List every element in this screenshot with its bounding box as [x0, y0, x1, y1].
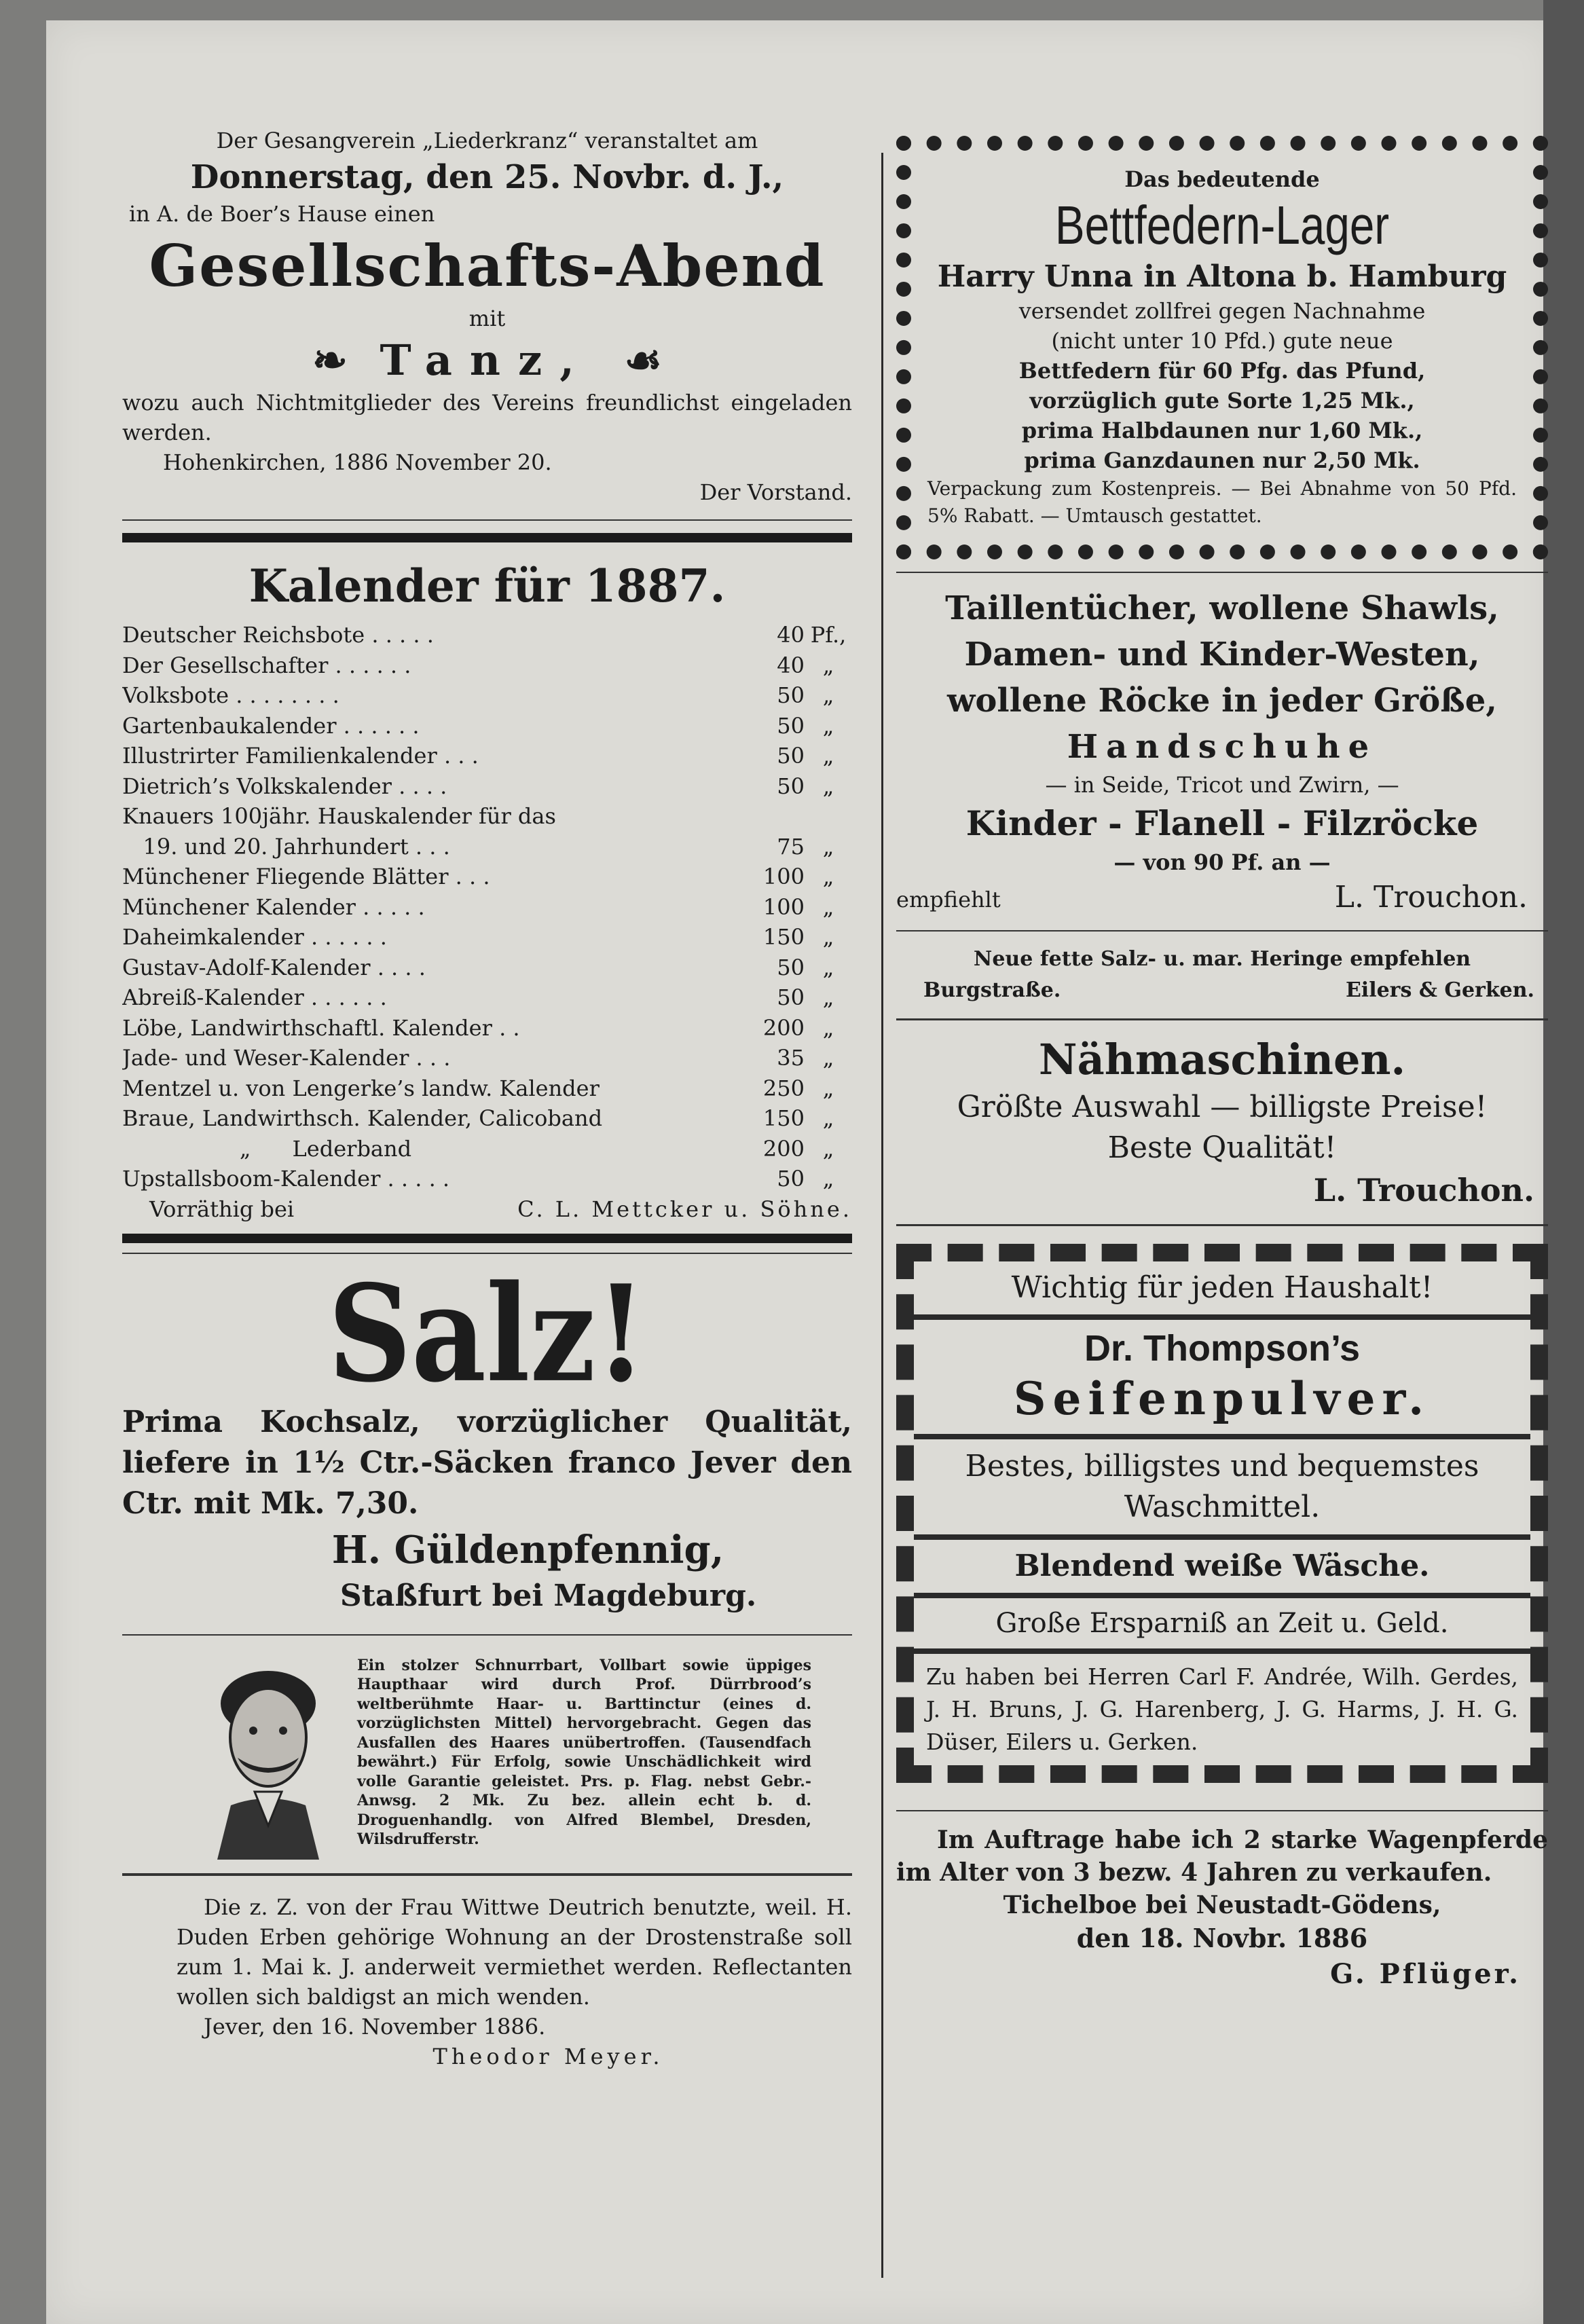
divider [896, 1810, 1548, 1811]
kalender-name: Upstallsboom-Kalender . . . . . [122, 1166, 450, 1192]
kalender-price: 50 [777, 682, 805, 708]
bettfedern-headline: Bettfedern-Lager [1054, 195, 1390, 255]
ornament-right-icon: ☙ [624, 335, 662, 385]
seifen-section [914, 1320, 1530, 1439]
kalender-price: 50 [777, 743, 805, 769]
naehmaschinen-ad [896, 1033, 1548, 1212]
event-date: Donnerstag, den 25. Novbr. d. J., [190, 158, 784, 196]
kalender-unit: „ [822, 743, 834, 769]
kalender-unit: „ [822, 954, 834, 980]
tanz-line [122, 333, 852, 388]
thick-divider [122, 1234, 852, 1243]
bart-text: Ein stolzer Schnurrbart, Vollbart sowie üppiges Haupthaar wird durch Prof. Dürrbrood’s weltberühmte Haar- u. Barttinctur (eines d. vorzüglichsten Mittel) hervorgebracht. Gegen das Ausfallen des Haares unübertroffen. (Tausendfach bewährt.) Für Erfolg, sowie Unschädlichkeit wird volle Garantie geleistet. Prs. p. Flag. nebst Gebr.-Anwsg. 2 Mk. Zu bez. allein echt b. d. Droguenhandlg. von Alfred Blembel, Dresden, Wilsdrufferstr. [357, 1656, 811, 1848]
ad-text: in A. de Boer’s Hause einen [129, 201, 435, 227]
kalender-price: 250 [762, 1075, 805, 1101]
wohnung-signature: Theodor Meyer. [432, 2043, 664, 2069]
kalender-name: Dietrich’s Volkskalender . . . . [122, 773, 447, 799]
empfiehlt-label: empfiehlt [896, 887, 1001, 912]
kalender-price: 50 [777, 954, 805, 980]
salz-headline: Salz! [328, 1255, 646, 1412]
ad-headline: Gesellschafts-Abend [149, 232, 826, 299]
kalender-row [122, 922, 852, 953]
kalender-price: 100 [762, 864, 805, 889]
kalender-row [122, 1164, 852, 1194]
kalender-price: 75 [777, 833, 805, 860]
kalender-row [122, 1103, 852, 1134]
pferde-place: Tichelboe bei Neustadt-Gödens, [1003, 1891, 1441, 1919]
textile-sub: — von 90 Pf. an — [1113, 849, 1331, 875]
tanz-word: Tanz, [380, 335, 592, 385]
kalender-name: Daheimkalender . . . . . . [122, 924, 387, 950]
trouchon-textiles-ad [896, 585, 1548, 918]
kalender-name: Illustrirter Familienkalender . . . [122, 743, 479, 769]
naehmaschinen-seller: L. Trouchon. [1313, 1172, 1534, 1209]
kalender-row [122, 771, 852, 802]
salz-seller: H. Güldenpfennig, [331, 1527, 724, 1572]
kalender-price: 150 [762, 1105, 805, 1131]
kalender-row [122, 801, 852, 832]
left-column [122, 126, 852, 2071]
seifen-brand: Dr. Thompson’s [1084, 1328, 1361, 1369]
kalender-name: Gartenbaukalender . . . . . . [122, 712, 420, 739]
kalender-price: 50 [777, 712, 805, 739]
textile-line: Damen- und Kinder-Westen, [964, 635, 1480, 674]
kalender-name: Knauers 100jähr. Hauskalender für das [122, 803, 556, 829]
heringe-place: Burgstraße. [923, 978, 1061, 1002]
seifen-section [914, 1439, 1530, 1540]
kalender-unit: „ [822, 833, 834, 860]
seifen-product: Seifenpulver. [1013, 1372, 1431, 1425]
naehmaschinen-text: Größte Auswahl — billigste Preise! [957, 1090, 1488, 1124]
salz-body: Prima Kochsalz, vorzüglicher Qualität, liefere in 1½ Ctr.-Säcken franco Jever den Ctr. mit Mk. 7,30. [122, 1404, 852, 1521]
kalender-row [122, 832, 852, 862]
kalender-price: 200 [762, 1135, 805, 1162]
kalender-title: Kalender für 1887. [248, 559, 726, 612]
heringe-footer [896, 975, 1548, 1006]
ad-body: wozu auch Nichtmitglieder des Vereins freundlichst eingeladen werden. [122, 390, 852, 445]
divider [122, 1634, 852, 1636]
bettfedern-ad [896, 136, 1548, 559]
seifen-saving: Große Ersparniß an Zeit u. Geld. [995, 1608, 1449, 1639]
seifen-claim: Blendend weiße Wäsche. [1014, 1549, 1430, 1583]
kalender-name: Deutscher Reichsbote . . . . . [122, 622, 434, 648]
kalender-unit [805, 801, 852, 832]
kalender-row [122, 892, 852, 923]
bettfedern-text: versendet zollfrei gegen Nachnahme [1018, 298, 1426, 324]
kalender-price: 200 [762, 1014, 805, 1041]
bettfedern-text: (nicht unter 10 Pfd.) gute neue [1051, 328, 1393, 354]
bettfedern-intro: Das bedeutende [1124, 166, 1320, 192]
textile-line: wollene Röcke in jeder Größe, [947, 682, 1497, 720]
seifen-section [914, 1598, 1530, 1654]
kalender-name: Gustav-Adolf-Kalender . . . . [122, 954, 426, 980]
seifen-dealers: Zu haben bei Herren Carl F. Andrée, Wilh. Gerdes, J. H. Bruns, J. G. Harenberg, J. G. Harms, J. H. G. Düser, Eilers u. Gerken. [926, 1663, 1518, 1755]
kalender-ad [122, 557, 852, 1224]
place-date: Hohenkirchen, 1886 November 20. [163, 449, 552, 475]
textile-line: Kinder - Flanell - Filzröcke [965, 803, 1479, 843]
kalender-name: Abreiß-Kalender . . . . . . [122, 984, 387, 1010]
salz-ad [122, 1255, 852, 1617]
portrait-image [190, 1656, 346, 1860]
pferde-date: den 18. Novbr. 1886 [1076, 1923, 1368, 1953]
seifenpulver-ad [896, 1244, 1548, 1783]
kalender-name: Löbe, Landwirthschaftl. Kalender . . [122, 1014, 520, 1041]
divider [896, 1224, 1548, 1226]
ornament-left-icon: ❧ [312, 335, 348, 385]
kalender-unit: „ [822, 1075, 834, 1101]
divider [122, 1873, 852, 1876]
kalender-name: Jade- und Weser-Kalender . . . [122, 1045, 451, 1071]
kalender-row [122, 680, 852, 711]
pferde-body: Im Auftrage habe ich 2 starke Wagenpferde im Alter von 3 bezw. 4 Jahren zu verkaufen. [896, 1826, 1548, 1887]
kalender-name: Mentzel u. von Lengerke’s landw. Kalender [122, 1075, 600, 1101]
kalender-unit: Pf., [810, 622, 847, 648]
liederkranz-ad [122, 126, 852, 507]
kalender-price: 150 [762, 924, 805, 950]
kalender-row [122, 620, 852, 650]
ad-text: mit [468, 306, 506, 331]
right-column [896, 136, 1548, 1993]
kalender-price: 40 [777, 652, 805, 678]
textile-footer [896, 877, 1548, 918]
textile-line: Taillentücher, wollene Shawls, [945, 589, 1499, 627]
kalender-price: 50 [777, 984, 805, 1010]
textile-sub: — in Seide, Tricot und Zwirn, — [1045, 772, 1399, 798]
seifen-top: Wichtig für jeden Haushalt! [1011, 1270, 1433, 1305]
kalender-unit: „ [822, 652, 834, 678]
kalender-price: 50 [777, 773, 805, 799]
kalender-name: Münchener Kalender . . . . . [122, 893, 425, 920]
trouchon-name: L. Trouchon. [1334, 880, 1528, 915]
textile-line: Handschuhe [1067, 728, 1378, 766]
bettfedern-terms: Verpackung zum Kostenpreis. — Bei Abnahme von 50 Pfd. 5% Rabatt. — Umtausch gestattet. [927, 477, 1517, 527]
kalender-unit: „ [822, 1166, 834, 1192]
seifen-section [914, 1540, 1530, 1598]
naehmaschinen-headline: Nähmaschinen. [1038, 1035, 1406, 1084]
kalender-unit: „ [822, 893, 834, 920]
bettfedern-company: Harry Unna in Altona b. Hamburg [937, 259, 1507, 294]
divider [122, 519, 852, 521]
seifen-desc: Bestes, billigstes und bequemstes Waschmittel. [965, 1449, 1479, 1524]
pferde-seller: G. Pflüger. [1330, 1958, 1521, 1990]
seifen-section [914, 1654, 1530, 1765]
kalender-row [122, 650, 852, 681]
divider [896, 930, 1548, 932]
thick-divider [122, 533, 852, 542]
divider [896, 1018, 1548, 1020]
divider [122, 1253, 852, 1254]
bettfedern-price: vorzüglich gute Sorte 1,25 Mk., [1029, 388, 1415, 413]
kalender-price [754, 801, 805, 832]
kalender-price: 100 [762, 893, 805, 920]
kalender-footer [122, 1194, 852, 1224]
kalender-row [122, 982, 852, 1013]
kalender-list [122, 620, 852, 1194]
divider [896, 572, 1548, 573]
kalender-price: 35 [777, 1045, 805, 1071]
kalender-name: Der Gesellschafter . . . . . . [122, 652, 411, 678]
kalender-unit: „ [822, 984, 834, 1010]
wohnung-ad [122, 1888, 852, 2071]
kalender-unit: „ [822, 1045, 834, 1071]
kalender-name: Braue, Landwirthsch. Kalender, Calicoband [122, 1105, 603, 1131]
seifen-section [914, 1261, 1530, 1320]
column-divider [881, 153, 883, 2278]
kalender-name: Münchener Fliegende Blätter . . . [122, 864, 490, 889]
wohnung-body: Die z. Z. von der Frau Wittwe Deutrich benutzte, weil. H. Duden Erben gehörige Wohnung an der Drostenstraße soll zum 1. Mai k. J. anderweit vermiethet werden. Reflectanten wollen sich baldigst an mich wenden. [177, 1894, 852, 2010]
kalender-unit: „ [822, 682, 834, 708]
kalender-row [122, 862, 852, 892]
kalender-row [122, 711, 852, 741]
bettfedern-price: prima Halbdaunen nur 1,60 Mk., [1021, 418, 1423, 443]
kalender-price: 50 [777, 1166, 805, 1192]
bettfedern-price: Bettfedern für 60 Pfg. das Pfund, [1018, 358, 1426, 384]
signature: Der Vorstand. [699, 479, 852, 505]
kalender-name: „ Lederband [122, 1135, 412, 1162]
kalender-row [122, 1134, 852, 1164]
footer-label: Vorräthig bei [149, 1196, 295, 1222]
heringe-ad [896, 944, 1548, 1006]
kalender-unit: „ [822, 712, 834, 739]
kalender-unit: „ [822, 773, 834, 799]
bettfedern-price: prima Ganzdaunen nur 2,50 Mk. [1024, 447, 1420, 473]
kalender-row [122, 1013, 852, 1044]
bart-ad [122, 1648, 852, 1869]
kalender-row [122, 1043, 852, 1073]
kalender-row [122, 1073, 852, 1104]
kalender-name: 19. und 20. Jahrhundert . . . [122, 833, 450, 860]
book-spine [1543, 0, 1584, 2324]
heringe-seller: Eilers & Gerken. [1345, 978, 1534, 1002]
heringe-text: Neue fette Salz- u. mar. Heringe empfehlen [973, 947, 1471, 971]
kalender-row [122, 953, 852, 983]
wohnung-date: Jever, den 16. November 1886. [204, 2013, 546, 2040]
kalender-unit: „ [822, 1135, 834, 1162]
salz-place: Staßfurt bei Magdeburg. [339, 1578, 757, 1613]
kalender-unit: „ [822, 1105, 834, 1131]
footer-seller: C. L. Mettcker u. Söhne. [517, 1196, 852, 1222]
kalender-unit: „ [822, 1014, 834, 1041]
naehmaschinen-text: Beste Qualität! [1107, 1130, 1337, 1165]
kalender-row [122, 741, 852, 771]
kalender-name: Volksbote . . . . . . . . [122, 682, 339, 708]
kalender-price: 40 [777, 622, 805, 648]
kalender-unit: „ [822, 864, 834, 889]
ad-text: Der Gesangverein „Liederkranz“ veranstaltet am [216, 128, 758, 153]
kalender-unit: „ [822, 924, 834, 950]
pferde-ad [896, 1824, 1548, 1993]
